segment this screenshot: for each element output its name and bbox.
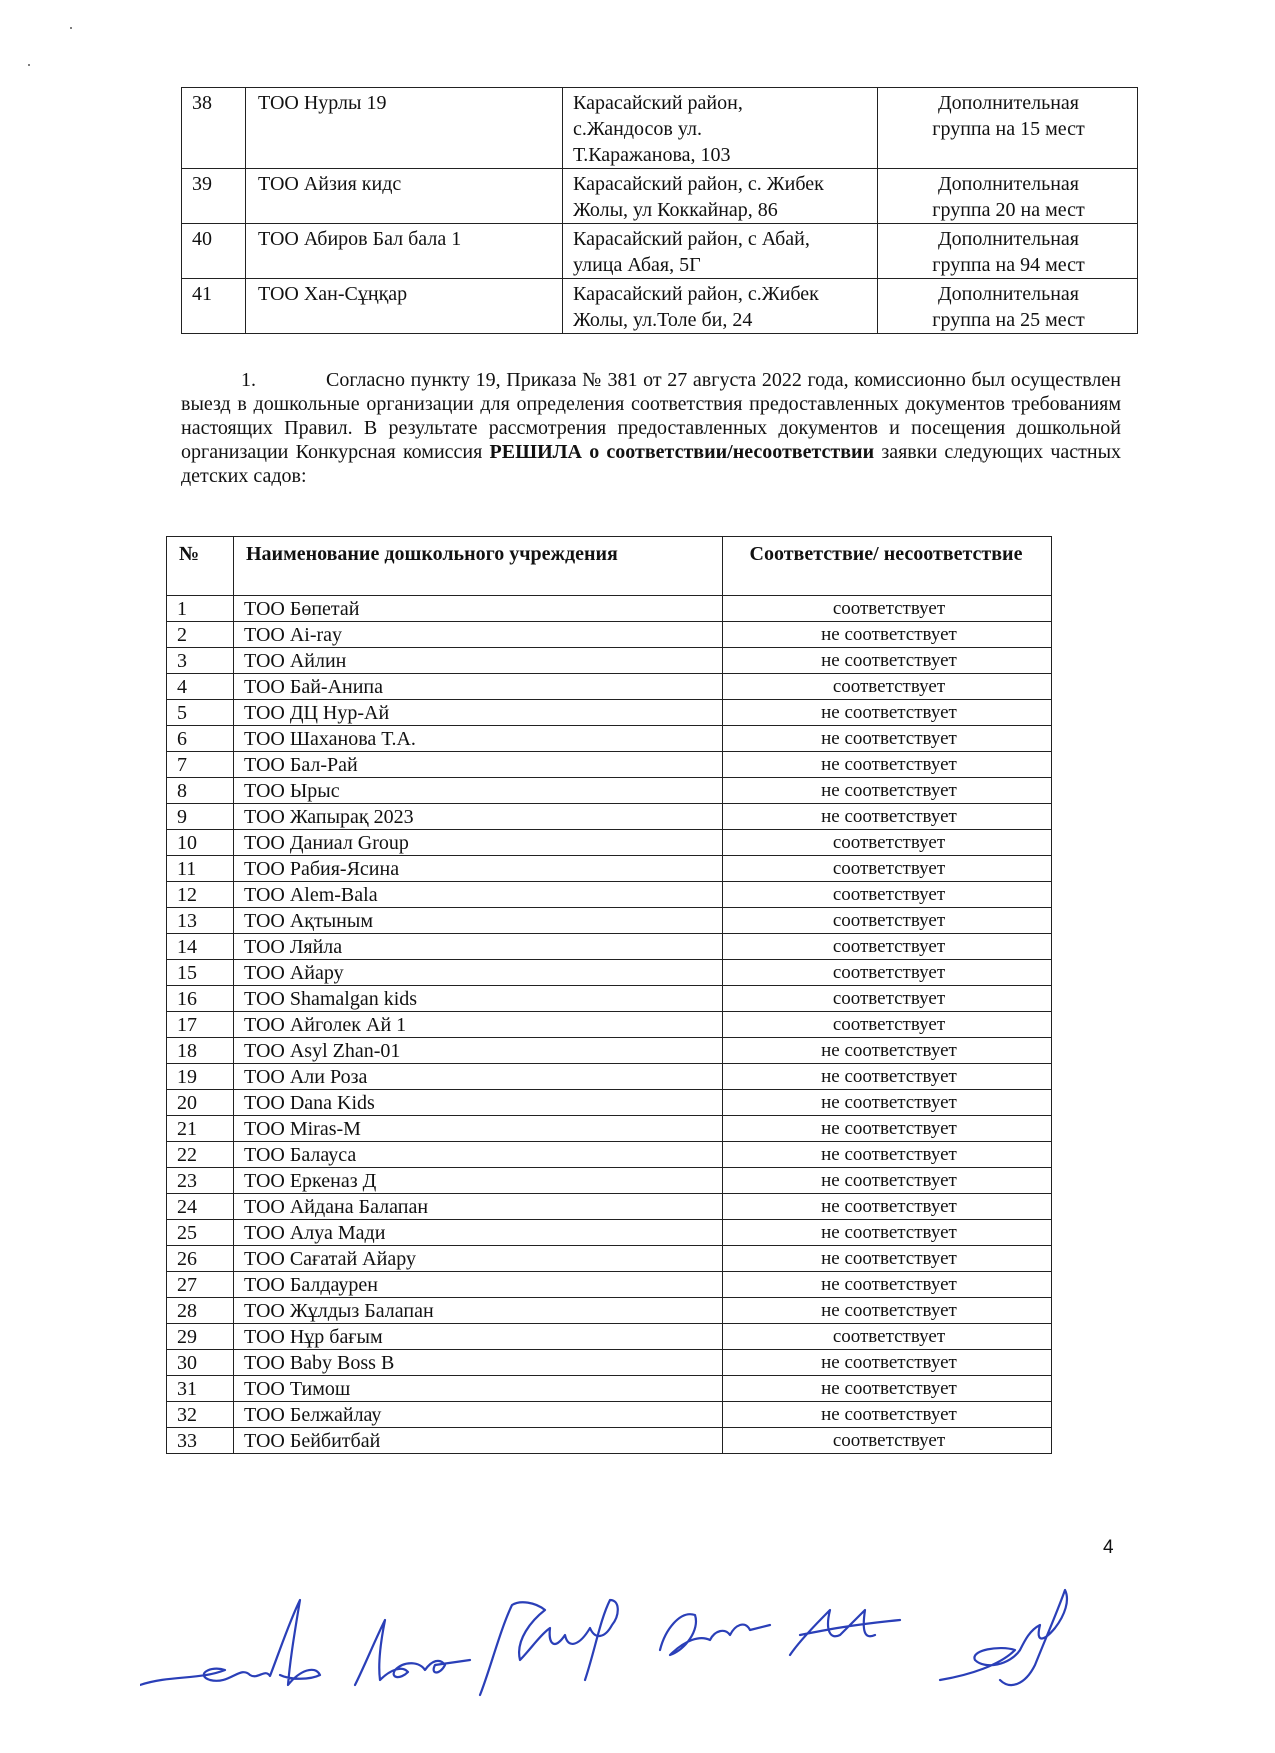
compliance-status: соответствует (723, 960, 1052, 986)
row-number: 33 (167, 1428, 234, 1454)
row-number: 29 (167, 1324, 234, 1350)
kindergarten-name: ТОО Даниал Group (234, 830, 723, 856)
compliance-status: не соответствует (723, 1142, 1052, 1168)
table-row (167, 1298, 1052, 1324)
row-number: 14 (167, 934, 234, 960)
kindergarten-name: ТОО ДЦ Нур-Ай (234, 700, 723, 726)
compliance-status: соответствует (723, 830, 1052, 856)
organization-name: ТОО Айзия кидс (246, 169, 563, 224)
top-table-row (182, 169, 1138, 224)
row-number: 21 (167, 1116, 234, 1142)
row-number: 41 (182, 279, 246, 334)
row-number: 25 (167, 1220, 234, 1246)
header-number: № (167, 537, 234, 596)
table-row (167, 934, 1052, 960)
paragraph-text-end: заявки следующих частных детских садов: (181, 441, 1122, 487)
signature-5 (790, 1610, 900, 1655)
kindergarten-name: ТОО Жұлдыз Балапан (234, 1298, 723, 1324)
row-number: 4 (167, 674, 234, 700)
group-type (878, 88, 1138, 169)
row-number: 13 (167, 908, 234, 934)
row-number: 15 (167, 960, 234, 986)
row-number: 12 (167, 882, 234, 908)
table-row (167, 1324, 1052, 1350)
group-type-line: группа на 15 мест (932, 118, 1085, 140)
compliance-status: соответствует (723, 908, 1052, 934)
compliance-status: не соответствует (723, 1272, 1052, 1298)
compliance-status: соответствует (723, 1324, 1052, 1350)
organization-address (563, 224, 878, 279)
table-row (167, 778, 1052, 804)
kindergarten-name: ТОО Ақтыным (234, 908, 723, 934)
compliance-status: не соответствует (723, 778, 1052, 804)
compliance-status: не соответствует (723, 1298, 1052, 1324)
table-row (167, 1064, 1052, 1090)
kindergarten-name: ТОО Балдаурен (234, 1272, 723, 1298)
table-row (167, 1194, 1052, 1220)
compliance-table-header (167, 537, 1052, 596)
table-row (167, 986, 1052, 1012)
group-type-line: группа на 25 мест (932, 309, 1085, 331)
table-row (167, 700, 1052, 726)
row-number: 22 (167, 1142, 234, 1168)
compliance-status: не соответствует (723, 1116, 1052, 1142)
address-line: Жолы, ул Коккайнар, 86 (573, 199, 778, 221)
compliance-status: соответствует (723, 934, 1052, 960)
kindergarten-name: ТОО Тимош (234, 1376, 723, 1402)
row-number: 9 (167, 804, 234, 830)
organization-address (563, 88, 878, 169)
page-number: 4 (1103, 1537, 1114, 1558)
compliance-status: не соответствует (723, 1402, 1052, 1428)
compliance-status: не соответствует (723, 1064, 1052, 1090)
table-row (167, 856, 1052, 882)
kindergarten-name: ТОО Айару (234, 960, 723, 986)
kindergarten-name: ТОО Белжайлау (234, 1402, 723, 1428)
organization-name: ТОО Абиров Бал бала 1 (246, 224, 563, 279)
compliance-status: не соответствует (723, 1090, 1052, 1116)
signatures (140, 1580, 1180, 1710)
row-number: 1 (167, 596, 234, 622)
scan-speck (70, 27, 72, 29)
address-line: Т.Каражанова, 103 (573, 144, 731, 166)
table-row (167, 804, 1052, 830)
paragraph-bold-decision: РЕШИЛА о соответствии/несоответствии (489, 441, 875, 463)
row-number: 3 (167, 648, 234, 674)
table-row (167, 1220, 1052, 1246)
row-number: 31 (167, 1376, 234, 1402)
paragraph-number: 1. (241, 369, 256, 391)
table-row (167, 830, 1052, 856)
kindergarten-name: ТОО Alem-Bala (234, 882, 723, 908)
row-number: 39 (182, 169, 246, 224)
kindergarten-name: ТОО Балауса (234, 1142, 723, 1168)
kindergarten-name: ТОО Шаханова Т.А. (234, 726, 723, 752)
kindergarten-name: ТОО Айлин (234, 648, 723, 674)
compliance-status: не соответствует (723, 1194, 1052, 1220)
kindergarten-name: ТОО Бейбитбай (234, 1428, 723, 1454)
row-number: 28 (167, 1298, 234, 1324)
table-row (167, 1350, 1052, 1376)
kindergarten-name: ТОО Айдана Балапан (234, 1194, 723, 1220)
row-number: 38 (182, 88, 246, 169)
row-number: 24 (167, 1194, 234, 1220)
kindergarten-name: ТОО Asyl Zhan-01 (234, 1038, 723, 1064)
kindergarten-name: ТОО Сағатай Айару (234, 1246, 723, 1272)
signature-1 (140, 1600, 320, 1685)
row-number: 26 (167, 1246, 234, 1272)
table-row (167, 1116, 1052, 1142)
compliance-status: не соответствует (723, 752, 1052, 778)
address-line: Карасайский район, с.Жибек (573, 283, 819, 305)
kindergarten-name: ТОО Shamalgan kids (234, 986, 723, 1012)
paragraph-text: Согласно пункту 19, Приказа № 381 от 27 августа 2022 года, комиссионно был осуществлен выезд в дошкольные организации для определения соответствия предоставленных документов требованиям настоящих Правил. В результате рассмотрения предоставленных документов и посещения дошкольной организации Конкурсная комиссия (181, 369, 1121, 463)
compliance-status: соответствует (723, 882, 1052, 908)
row-number: 5 (167, 700, 234, 726)
kindergarten-name: ТОО Айголек Ай 1 (234, 1012, 723, 1038)
group-type (878, 169, 1138, 224)
compliance-status: не соответствует (723, 622, 1052, 648)
compliance-status: не соответствует (723, 1246, 1052, 1272)
address-line: Карасайский район, с. Жибек (573, 173, 824, 195)
signature-3 (480, 1600, 618, 1695)
table-row (167, 1272, 1052, 1298)
row-number: 20 (167, 1090, 234, 1116)
row-number: 7 (167, 752, 234, 778)
row-number: 30 (167, 1350, 234, 1376)
compliance-status: соответствует (723, 986, 1052, 1012)
kindergarten-name: ТОО Ляйла (234, 934, 723, 960)
header-status: Соответствие/ несоответствие (723, 537, 1052, 596)
kindergarten-name: ТОО Baby Boss B (234, 1350, 723, 1376)
table-row (167, 960, 1052, 986)
kindergarten-name: ТОО Жапырақ 2023 (234, 804, 723, 830)
table-row (167, 1428, 1052, 1454)
table-row (167, 1376, 1052, 1402)
decision-paragraph (181, 368, 1121, 488)
kindergarten-name: ТОО Еркеназ Д (234, 1168, 723, 1194)
row-number: 27 (167, 1272, 234, 1298)
address-line: с.Жандосов ул. (573, 118, 702, 140)
group-type-line: Дополнительная (938, 228, 1079, 250)
table-row (167, 1168, 1052, 1194)
table-row (167, 752, 1052, 778)
kindergarten-name: ТОО Али Роза (234, 1064, 723, 1090)
compliance-status: соответствует (723, 1012, 1052, 1038)
compliance-status: не соответствует (723, 1038, 1052, 1064)
table-row (167, 1038, 1052, 1064)
top-table-row (182, 224, 1138, 279)
kindergarten-name: ТОО Бал-Рай (234, 752, 723, 778)
row-number: 19 (167, 1064, 234, 1090)
kindergarten-name: ТОО Бөпетай (234, 596, 723, 622)
group-type (878, 279, 1138, 334)
compliance-status: соответствует (723, 856, 1052, 882)
row-number: 40 (182, 224, 246, 279)
row-number: 16 (167, 986, 234, 1012)
address-line: Карасайский район, (573, 92, 743, 114)
table-row (167, 1142, 1052, 1168)
table-row (167, 726, 1052, 752)
address-line: улица Абая, 5Г (573, 254, 701, 276)
signature-4 (660, 1614, 770, 1655)
top-table-row (182, 88, 1138, 169)
scan-speck (28, 64, 30, 66)
header-name: Наименование дошкольного учреждения (234, 537, 723, 596)
row-number: 10 (167, 830, 234, 856)
table-row (167, 1246, 1052, 1272)
group-type-line: Дополнительная (938, 173, 1079, 195)
compliance-status: не соответствует (723, 726, 1052, 752)
kindergarten-name: ТОО Рабия-Ясина (234, 856, 723, 882)
organization-address (563, 279, 878, 334)
compliance-status: соответствует (723, 1428, 1052, 1454)
table-row (167, 882, 1052, 908)
compliance-status: не соответствует (723, 1350, 1052, 1376)
table-row (167, 622, 1052, 648)
compliance-status: соответствует (723, 674, 1052, 700)
group-type (878, 224, 1138, 279)
group-type-line: Дополнительная (938, 92, 1079, 114)
compliance-status: не соответствует (723, 1220, 1052, 1246)
row-number: 17 (167, 1012, 234, 1038)
kindergarten-name: ТОО Бай-Анипа (234, 674, 723, 700)
signature-6 (940, 1590, 1067, 1685)
compliance-table (166, 536, 1052, 1454)
compliance-status: не соответствует (723, 648, 1052, 674)
row-number: 2 (167, 622, 234, 648)
table-row (167, 1012, 1052, 1038)
table-row (167, 1402, 1052, 1428)
table-row (167, 648, 1052, 674)
organization-name: ТОО Хан-Сұңқар (246, 279, 563, 334)
group-type-line: группа 20 на мест (932, 199, 1085, 221)
organization-name: ТОО Нурлы 19 (246, 88, 563, 169)
signature-2 (355, 1620, 470, 1685)
row-number: 11 (167, 856, 234, 882)
additional-groups-table (181, 87, 1138, 334)
table-row (167, 596, 1052, 622)
organization-address (563, 169, 878, 224)
kindergarten-name: ТОО Miras-M (234, 1116, 723, 1142)
row-number: 18 (167, 1038, 234, 1064)
table-row (167, 1090, 1052, 1116)
kindergarten-name: ТОО Ырыс (234, 778, 723, 804)
group-type-line: группа на 94 мест (932, 254, 1085, 276)
row-number: 32 (167, 1402, 234, 1428)
kindergarten-name: ТОО Ai-ray (234, 622, 723, 648)
compliance-status: не соответствует (723, 1376, 1052, 1402)
compliance-status: не соответствует (723, 1168, 1052, 1194)
kindergarten-name: ТОО Алуа Мади (234, 1220, 723, 1246)
kindergarten-name: ТОО Dana Kids (234, 1090, 723, 1116)
compliance-status: не соответствует (723, 804, 1052, 830)
table-row (167, 908, 1052, 934)
row-number: 8 (167, 778, 234, 804)
compliance-status: соответствует (723, 596, 1052, 622)
address-line: Карасайский район, с Абай, (573, 228, 810, 250)
group-type-line: Дополнительная (938, 283, 1079, 305)
table-row (167, 674, 1052, 700)
address-line: Жолы, ул.Толе би, 24 (573, 309, 753, 331)
compliance-status: не соответствует (723, 700, 1052, 726)
top-table-row (182, 279, 1138, 334)
row-number: 23 (167, 1168, 234, 1194)
row-number: 6 (167, 726, 234, 752)
kindergarten-name: ТОО Нұр бағым (234, 1324, 723, 1350)
